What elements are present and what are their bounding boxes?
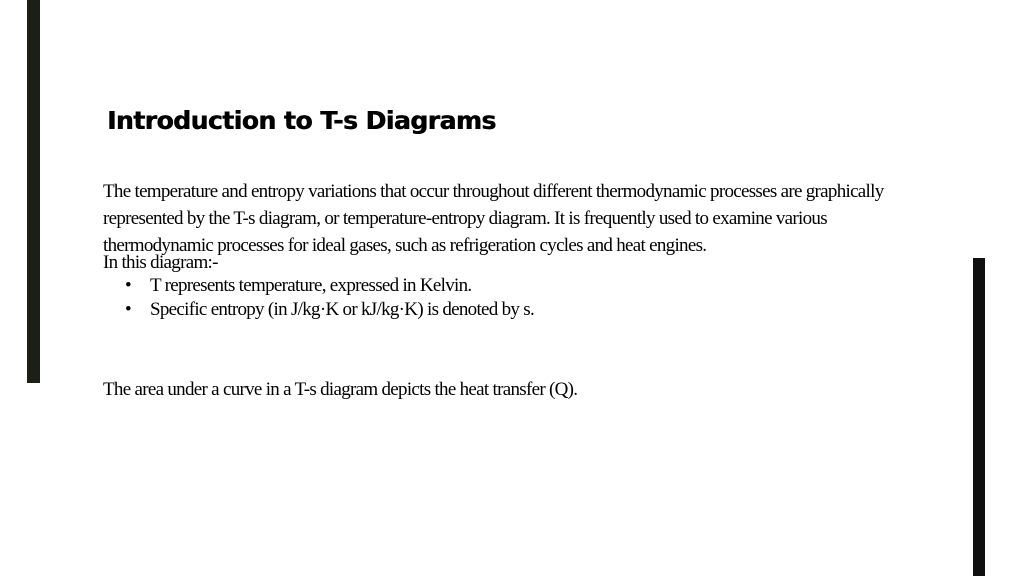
bullet-text: Specific entropy (in J/kg·K or kJ/kg·K) is denoted by s. <box>150 299 535 320</box>
bullet-list <box>103 274 903 322</box>
left-accent-bar <box>27 0 40 383</box>
list-intro: In this diagram:- <box>103 252 218 273</box>
slide-title: Introduction to T-s Diagrams <box>107 106 496 135</box>
right-accent-bar <box>973 258 985 576</box>
list-item <box>103 274 903 298</box>
bullet-icon: • <box>125 299 131 320</box>
slide-body <box>103 178 903 322</box>
intro-paragraph: The temperature and entropy variations that occur throughout different thermodynamic processes are graphically represented by the T-s diagram, or temperature-entropy diagram. It is frequently used to examine various thermodynamic processes for ideal gases, such as refrigeration cycles and heat engines. <box>103 181 884 256</box>
list-item <box>103 298 903 322</box>
closing-statement: The area under a curve in a T-s diagram depicts the heat transfer (Q). <box>103 379 578 400</box>
bullet-text: T represents temperature, expressed in Kelvin. <box>150 275 472 296</box>
bullet-icon: • <box>125 275 131 296</box>
